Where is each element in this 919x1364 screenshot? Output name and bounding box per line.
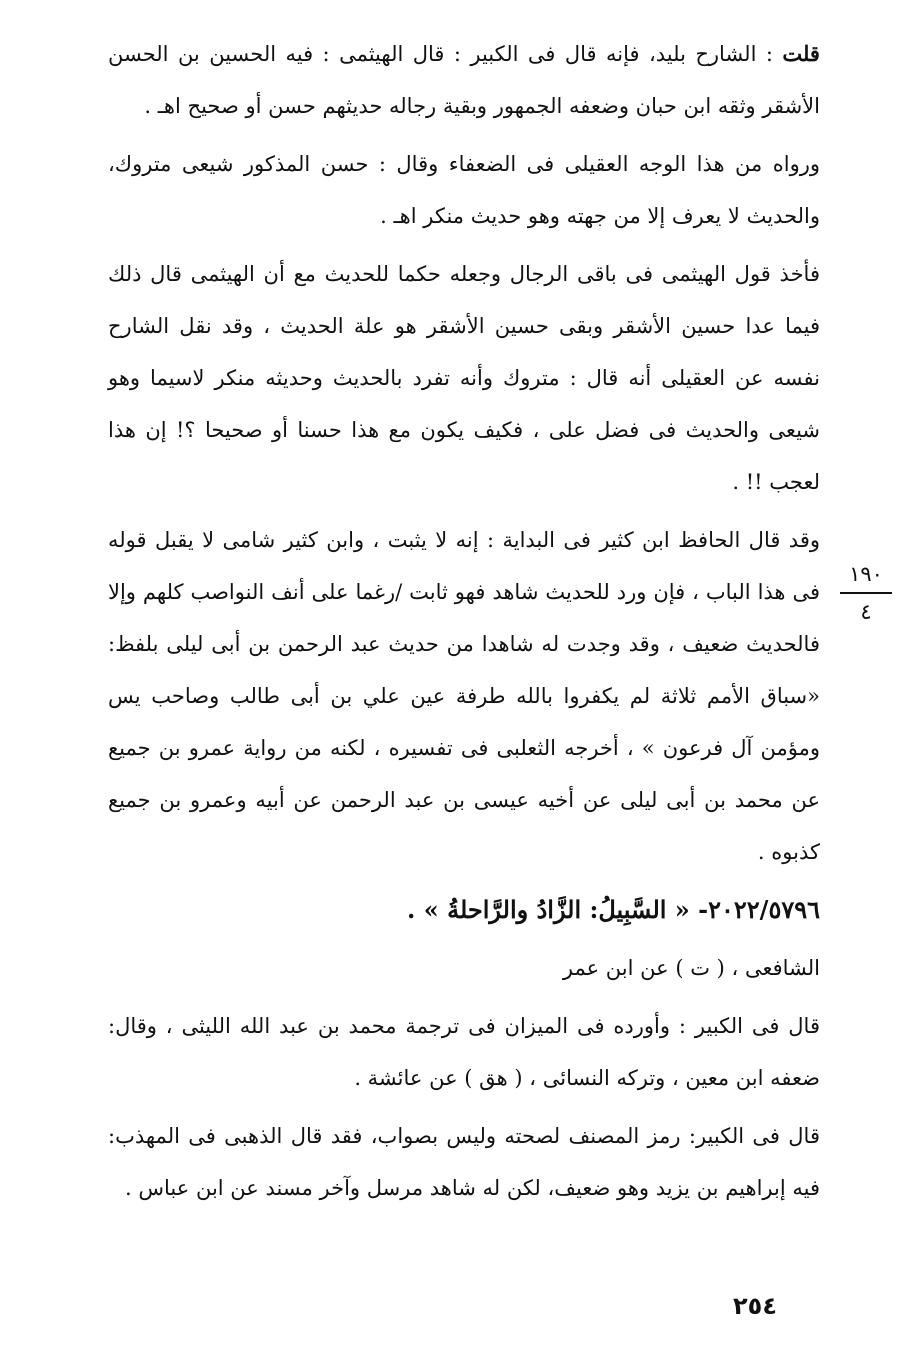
paragraph-1-lead: قلت bbox=[782, 41, 820, 66]
margin-reference-divider bbox=[840, 592, 892, 594]
paragraph-1-text: : الشارح بليد، فإنه قال فى الكبير : قال الهيثمى : فيه الحسين بن الحسن الأشقر وثقه ابن حبان وضعفه الجمهور وبقية رجاله حديثهم حسن أو صحيح اهـ . bbox=[108, 42, 820, 118]
paragraph-4: وقد قال الحافظ ابن كثير فى البداية : إنه لا يثبت ، وابن كثير شامى لا يقبل قوله فى هذا الباب ، فإن ورد للحديث شاهد فهو ثابت /رغما على أنف النواصب كلهم وإلا فالحديث ضعيف ، وقد وجدت له شاهدا من حديث عبد الرحمن بن أبى ليلى بلفظ: «سباق الأمم ثلاثة لم يكفروا بالله طرفة عين علي بن أبى طالب وصاحب يس ومؤمن آل فرعون » ، أخرجه الثعلبى فى تفسيره ، لكنه من رواية عمرو بن جميع عن محمد بن أبى ليلى عن أخيه عيسى بن عبد الرحمن عن أبيه وعمرو بن جميع كذبوه . bbox=[108, 528, 820, 864]
paragraph-6: قال فى الكبير: رمز المصنف لصحته وليس بصواب، فقد قال الذهبى فى المهذب: فيه إبراهيم بن يزيد وهو ضعيف، لكن له شاهد مرسل وآخر مسند عن ابن عباس . bbox=[108, 1124, 820, 1200]
paragraph-5: قال فى الكبير : وأورده فى الميزان فى ترجمة محمد بن عبد الله الليثى ، وقال: ضعفه ابن معين ، وتركه النسائى ، ( هق ) عن عائشة . bbox=[108, 1014, 820, 1090]
margin-reference-bottom: ٤ bbox=[860, 600, 872, 624]
paragraph-1 bbox=[108, 28, 820, 132]
paragraph-2: ورواه من هذا الوجه العقيلى فى الضعفاء وقال : حسن المذكور شيعى متروك، والحديث لا يعرف إلا من جهته وهو حديث منكر اهـ . bbox=[108, 152, 820, 228]
hadith-entry-source: الشافعى ، ( ت ) عن ابن عمر bbox=[562, 956, 820, 980]
margin-reference-top: ١٩٠ bbox=[849, 562, 883, 586]
page-body bbox=[108, 28, 820, 1220]
hadith-entry-title: ٢٠٢٢/٥٧٩٦- « السَّبِيلُ: الزَّادُ والرَّاحلةُ » . bbox=[407, 895, 820, 924]
paragraph-3: فأخذ قول الهيثمى فى باقى الرجال وجعله حكما للحديث مع أن الهيثمى قال ذلك فيما عدا حسين الأشقر وبقى حسين الأشقر هو علة الحديث ، وقد نقل الشارح نفسه عن العقيلى أنه قال : متروك وأنه تفرد بالحديث وحديثه منكر لاسيما وهو شيعى والحديث فى فضل على ، فكيف يكون مع هذا حسنا أو صحيحا ؟! إن هذا لعجب !! . bbox=[108, 262, 820, 494]
margin-reference bbox=[840, 560, 892, 626]
page-number: ٢٥٤ bbox=[733, 1292, 777, 1320]
